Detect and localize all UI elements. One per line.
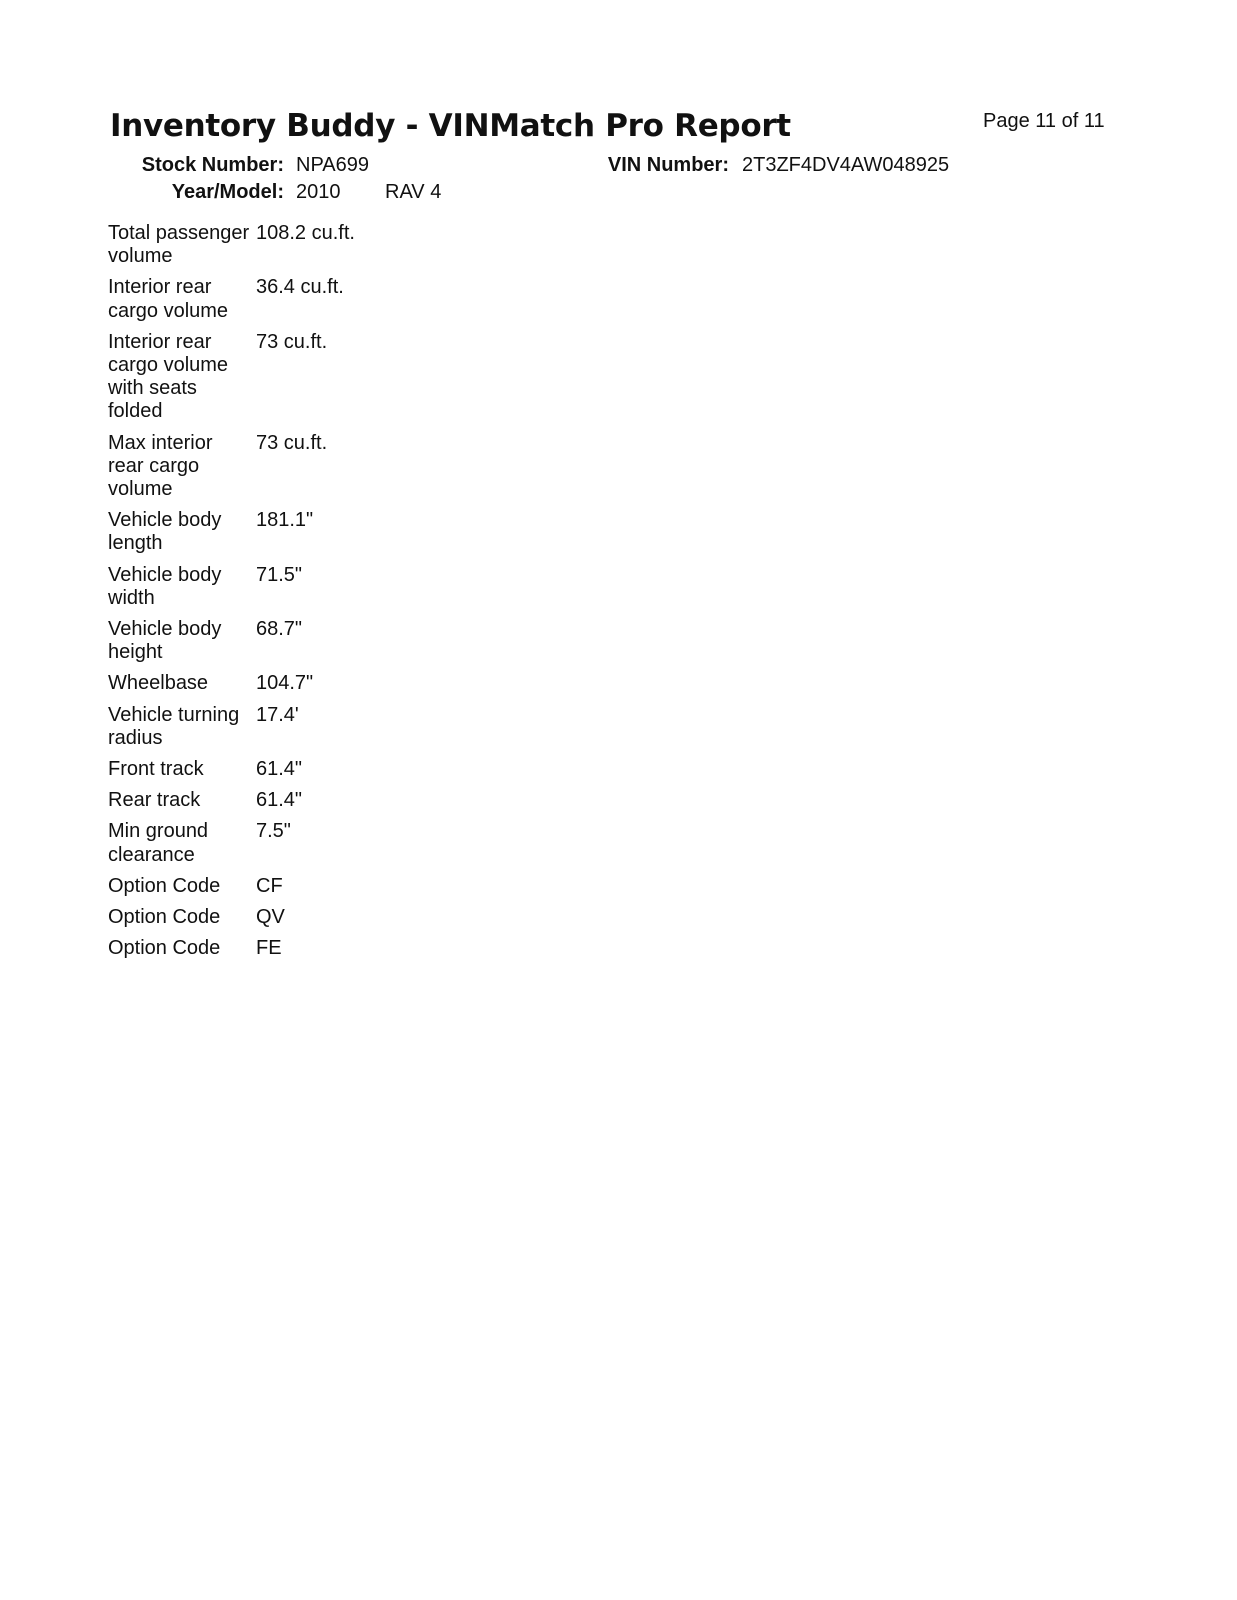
spec-row (108, 428, 355, 506)
spec-row (108, 754, 355, 785)
spec-value: 17.4' (256, 703, 299, 726)
spec-value: 61.4" (256, 758, 303, 781)
spec-value: 104.7" (256, 672, 314, 695)
spec-value: 73 cu.ft. (256, 431, 328, 454)
year-value: 2010 (296, 181, 341, 203)
spec-label: Interior rear cargo volume (108, 276, 229, 322)
spec-label: Wheelbase (108, 672, 209, 695)
spec-value: 71.5" (256, 563, 303, 586)
spec-label: Front track (108, 758, 204, 781)
vin-number-value: 2T3ZF4DV4AW048925 (742, 154, 950, 176)
spec-value: 68.7" (256, 618, 303, 641)
spec-row (108, 902, 355, 933)
spec-value: 61.4" (256, 789, 303, 812)
spec-row (108, 614, 355, 668)
spec-row (108, 272, 355, 326)
spec-row (108, 933, 355, 964)
stock-number-value: NPA699 (296, 154, 370, 176)
spec-row (108, 218, 355, 272)
specs-table (108, 218, 355, 964)
model-value: RAV 4 (385, 181, 442, 203)
spec-row (108, 505, 355, 559)
spec-label: Option Code (108, 906, 221, 929)
spec-row (108, 560, 355, 614)
spec-label: Rear track (108, 789, 201, 812)
report-title: Inventory Buddy - VINMatch Pro Report (110, 108, 791, 144)
spec-value: CF (256, 874, 283, 897)
vin-number-label: VIN Number: (607, 154, 729, 176)
spec-value: 7.5" (256, 820, 291, 843)
spec-label: Vehicle body length (108, 509, 222, 555)
spec-value: 108.2 cu.ft. (256, 222, 355, 244)
spec-row (108, 327, 355, 428)
spec-value: 181.1" (256, 509, 314, 532)
spec-value: 73 cu.ft. (256, 330, 328, 353)
spec-label: Interior rear cargo volume with seats folded (108, 330, 229, 423)
spec-label: Vehicle body width (108, 563, 222, 609)
year-model-label: Year/Model: (171, 181, 284, 203)
spec-value: QV (256, 906, 285, 929)
page-number: Page 11 of 11 (983, 110, 1105, 132)
spec-label: Vehicle body height (108, 618, 222, 664)
spec-row (108, 785, 355, 816)
spec-label: Option Code (108, 937, 221, 960)
stock-number-label: Stock Number: (141, 154, 284, 176)
spec-row (108, 871, 355, 902)
spec-row (108, 668, 355, 699)
spec-label: Vehicle turning radius (108, 703, 240, 749)
spec-label: Total passenger volume (108, 222, 250, 268)
specs-table-body (108, 218, 355, 964)
spec-label: Max interior rear cargo volume (108, 431, 213, 501)
spec-value: FE (256, 937, 282, 960)
spec-label: Min ground clearance (108, 820, 209, 866)
spec-value: 36.4 cu.ft. (256, 276, 344, 299)
spec-row (108, 700, 355, 754)
spec-label: Option Code (108, 874, 221, 897)
spec-row (108, 816, 355, 870)
